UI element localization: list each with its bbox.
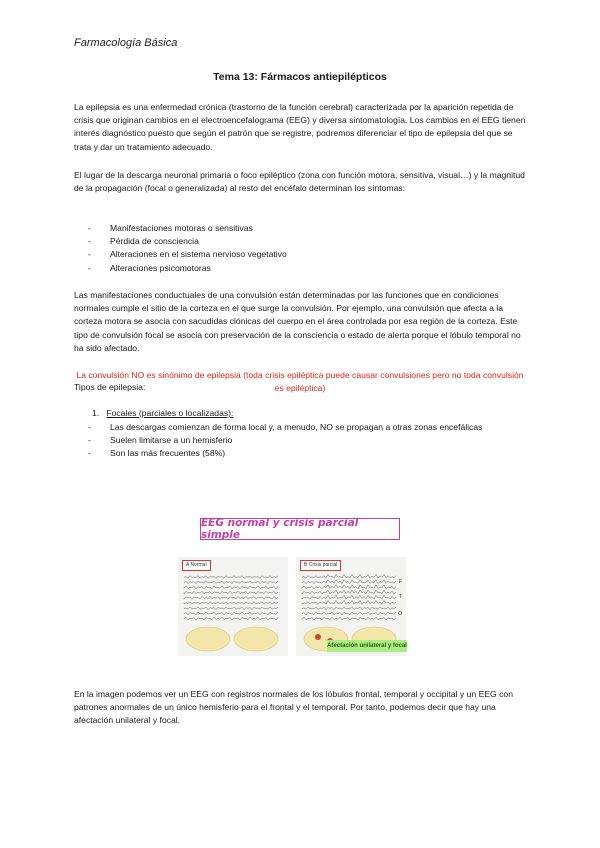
eeg-trace [184,617,278,620]
list-item: - Pérdida de consciencia [88,235,518,248]
types-label: Tipos de epilepsia: [74,382,146,392]
symptoms-list [88,222,518,275]
figure-title: EEG normal y crisis parcial simple [201,517,359,541]
brain-icon [186,627,230,651]
brain-icon [234,627,278,651]
course-header: Farmacología Básica [74,37,178,49]
list-item: - Alteraciones en el sistema nervioso vegetativo [88,248,518,261]
eeg-trace [184,586,278,589]
eeg-trace [302,600,396,604]
type1-list [88,421,508,461]
warning-note: La convulsión NO es sinónimo de epilepsia (toda crisis epiléptica puede causar convulsiones pero no toda convulsión es epiléptica) [76,370,524,394]
eeg-trace [184,602,278,605]
eeg-trace [302,585,396,589]
focus-marker [315,634,321,640]
eeg-trace [302,590,396,594]
eeg-trace [302,617,396,620]
behavioural-paragraph: Las manifestaciones conductuales de una convulsión están determinadas por las funciones que en condiciones normales cumple el sitio de la corteza en el que surge la convulsión. Por ejemplo, una convulsión que afecta a la corteza motora se asocia con sacudidas clónicas del cuerpo en el área controlada por esa región de la corteza. Este tipo de convulsión focal se asocia con preservación de la consciencia o estado de alerta porque el lóbulo temporal no ha sido afectado. [74,290,521,353]
list-item: - Alteraciones psicomotoras [88,262,518,275]
figure-title-box [200,518,400,540]
list-item: - Las descargas comienzan de forma local y, a menudo, NO se propagan a otras zonas encefálicas [88,421,508,434]
panel-tag: B Crisis parcial [300,560,341,571]
lead-label: O [398,611,402,617]
list-item: - Manifestaciones motoras o sensitivas [88,222,518,235]
type1-heading [92,408,233,418]
eeg-trace [302,612,396,615]
eeg-trace [184,591,278,594]
eeg-trace [184,581,278,584]
eeg-trace [184,596,278,599]
eeg-trace [184,607,278,610]
figure-caption: Afectación unilateral y focal [327,643,407,649]
eeg-trace [302,580,396,584]
eeg-trace [184,576,278,579]
lead-label: T [398,594,402,600]
eeg-trace [302,595,396,599]
list-item: - Son las más frecuentes (58%) [88,447,508,460]
eeg-trace [302,607,396,610]
eeg-trace [184,612,278,615]
intro-paragraph: La epilepsia es una enfermedad crónica (trastorno de la función cerebral) caracterizada por la aparición repetida de crisis que originan cambios en el electroencefalograma (EEG) y diversa sintomatología. Los cambios en el EEG tienen interés diagnóstico puesto que según el patrón que se registre, podremos diferenciar el tipo de epilepsia del que se trata y dar un tratamiento adecuado. [74,102,526,152]
figure-caption-box [327,640,407,652]
type1-label: Focales (parciales o localizadas): [106,408,234,418]
panel-tag: A Normal [182,560,211,571]
symptoms-intro-paragraph: El lugar de la descarga neuronal primaria o foco epiléptico (zona con función motora, sensitiva, visual…) y la magnitud de la propagación (focal o generalizada) al resto del encéfalo determinan los síntomas: [74,170,525,194]
page-title: Tema 13: Fármacos antiepilépticos [213,71,387,83]
eeg-panel-normal [178,557,288,656]
eeg-normal-traces [178,557,288,656]
type1-number: 1. [92,408,100,418]
lead-label: F [398,579,402,585]
eeg-trace [302,574,396,578]
list-item: - Suelen limitarse a un hemisferio [88,434,508,447]
figure-explanation-paragraph: En la imagen podemos ver un EEG con registros normales de los lóbulos frontal, temporal y occipital y un EEG con patrones anormales de un único hemisferio para el frontal y el temporal. Por tanto, podemos decir que hay una afectación unilateral y focal. [74,689,513,726]
